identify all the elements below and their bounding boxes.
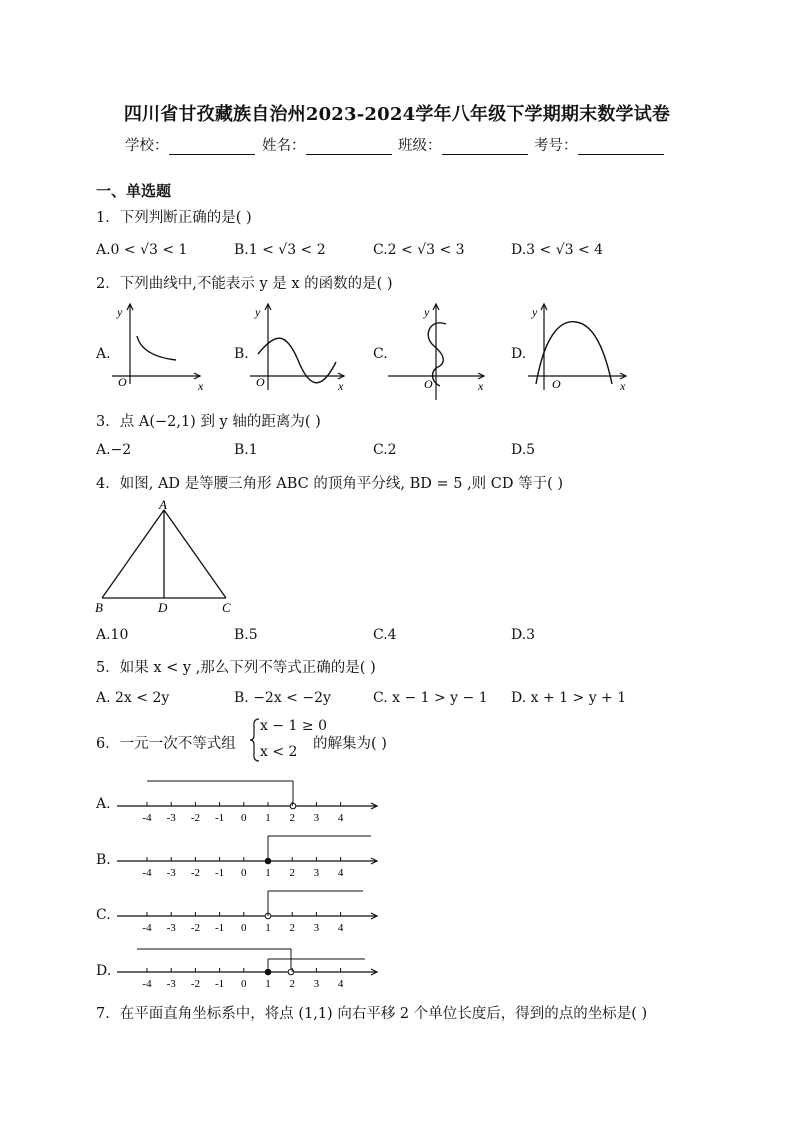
q2-graph-a [100, 298, 210, 398]
question-7 [96, 1002, 647, 1023]
axis-x-label: x [198, 379, 204, 393]
question-number: 4． [96, 476, 120, 492]
system-line-1: x − 1 ≥ 0 [260, 718, 327, 734]
axis-y-label: y [424, 305, 430, 319]
q6-option-c-label[interactable]: C. [96, 907, 111, 923]
q6-option-d-label[interactable]: D. [96, 963, 112, 979]
axis-x-label: x [338, 379, 344, 393]
q1-option-b[interactable]: B.1 < √3 < 2 [234, 242, 326, 258]
axis-x-label: x [620, 379, 626, 393]
q3-option-b[interactable]: B.1 [234, 442, 258, 458]
q1-option-a[interactable]: A.0 < √3 < 1 [96, 242, 188, 258]
question-1 [96, 206, 252, 227]
question-stem: 点 A(−2,1) 到 y 轴的距离为( ) [119, 414, 321, 430]
q6-number-line-d [115, 941, 385, 993]
tick-label: 3 [313, 978, 320, 990]
q2-option-b-label[interactable]: B. [234, 346, 249, 362]
tick-label: -3 [166, 867, 176, 879]
q4-option-d[interactable]: D.3 [511, 627, 536, 643]
tick-label: -4 [142, 978, 152, 990]
system-line-2: x < 2 [260, 744, 298, 760]
class-label: 班级： [398, 138, 442, 154]
q6-option-a-label[interactable]: A. [96, 796, 111, 812]
question-stem: 下列曲线中,不能表示 y 是 x 的函数的是( ) [119, 276, 393, 292]
question-2 [96, 272, 393, 293]
axis-y-label: y [255, 305, 261, 319]
q5-option-c[interactable]: C. x − 1 > y − 1 [373, 690, 488, 706]
question-number: 7． [96, 1006, 120, 1022]
name-field [262, 134, 392, 155]
axis-y-label: y [532, 305, 538, 319]
q2-graph-c [384, 298, 494, 404]
name-blank[interactable] [306, 140, 392, 155]
tick-label: 2 [289, 978, 295, 990]
tick-label: 2 [289, 812, 295, 824]
exam-number-label: 考号： [534, 138, 578, 154]
tick-label: -2 [190, 867, 200, 879]
class-field [398, 134, 528, 155]
question-3 [96, 410, 321, 431]
question-stem: 如果 x < y ,那么下列不等式正确的是( ) [119, 660, 376, 676]
school-label: 学校： [125, 138, 169, 154]
q3-option-d[interactable]: D.5 [511, 442, 536, 458]
origin-label: O [256, 375, 265, 389]
question-number: 3． [96, 414, 120, 430]
tick-label: 0 [241, 867, 247, 879]
q3-option-c[interactable]: C.2 [373, 442, 397, 458]
q2-option-a-label[interactable]: A. [96, 346, 111, 362]
name-label: 姓名： [262, 138, 306, 154]
q6-option-b-label[interactable]: B. [96, 852, 111, 868]
tick-label: 0 [241, 812, 247, 824]
question-stem: 如图, AD 是等腰三角形 ABC 的顶角平分线, BD = 5 ,则 CD 等于( ) [119, 476, 564, 492]
tick-label: 4 [337, 978, 344, 990]
question-5 [96, 656, 376, 677]
q4-option-c[interactable]: C.4 [373, 627, 397, 643]
tick-label: 1 [265, 978, 271, 990]
tick-label: 1 [265, 922, 271, 934]
exam-number-field [534, 134, 664, 155]
tick-label: 2 [289, 922, 295, 934]
axis-y-label: y [117, 305, 123, 319]
tick-label: 1 [265, 812, 271, 824]
exam-title: 四川省甘孜藏族自治州2023-2024学年八年级下学期期末数学试卷 [123, 104, 671, 125]
origin-label: O [552, 377, 561, 391]
question-4 [96, 472, 563, 493]
school-blank[interactable] [169, 140, 255, 155]
q2-graph-b [246, 298, 356, 398]
q2-option-d-label[interactable]: D. [511, 346, 527, 362]
question-stem: 在平面直角坐标系中，将点 (1,1) 向右平移 2 个单位长度后，得到的点的坐标是( ) [119, 1006, 648, 1022]
q6-number-line-b [115, 830, 385, 882]
vertex-a-label: A [159, 498, 167, 512]
q4-option-a[interactable]: A.10 [96, 627, 129, 643]
q4-triangle-figure [92, 498, 242, 616]
tick-label: -2 [190, 812, 200, 824]
q6-number-line-a [115, 775, 385, 827]
q1-option-c[interactable]: C.2 < √3 < 3 [373, 242, 465, 258]
tick-label: 3 [313, 867, 320, 879]
question-stem: 下列判断正确的是( ) [119, 210, 252, 226]
q6-number-line-c [115, 885, 385, 937]
tick-label: 0 [241, 922, 247, 934]
tick-label: -1 [215, 867, 225, 879]
class-blank[interactable] [442, 140, 528, 155]
tick-label: 1 [265, 867, 271, 879]
q2-graph-d [524, 298, 636, 398]
tick-label: -3 [166, 812, 176, 824]
tick-label: 3 [313, 812, 320, 824]
tick-label: -3 [166, 922, 176, 934]
tick-label: -4 [142, 867, 152, 879]
tick-label: -1 [215, 812, 225, 824]
vertex-b-label: B [95, 600, 103, 615]
tick-label: 4 [337, 922, 344, 934]
question-number: 1． [96, 210, 120, 226]
tick-label: 4 [337, 812, 344, 824]
tick-label: -1 [215, 978, 225, 990]
tick-label: -3 [166, 978, 176, 990]
origin-label: O [118, 375, 127, 389]
exam-number-blank[interactable] [578, 140, 664, 155]
tick-label: 3 [313, 922, 320, 934]
question-number: 5． [96, 660, 120, 676]
question-6 [96, 732, 236, 753]
q5-option-b[interactable]: B. −2x < −2y [234, 690, 331, 706]
school-field [125, 134, 255, 155]
q2-option-c-label[interactable]: C. [373, 346, 388, 362]
tick-label: 4 [337, 867, 344, 879]
tick-label: -2 [190, 922, 200, 934]
point-d-label: D [158, 600, 168, 615]
tick-label: -2 [190, 978, 200, 990]
vertex-c-label: C [222, 600, 231, 615]
q3-option-a[interactable]: A.−2 [96, 442, 132, 458]
q1-option-d[interactable]: D.3 < √3 < 4 [511, 242, 604, 258]
section-title: 一、单选题 [96, 182, 172, 200]
question-stem-pre: 一元一次不等式组 [119, 736, 236, 752]
tick-label: -4 [142, 922, 152, 934]
question-number: 2． [96, 276, 120, 292]
axis-x-label: x [478, 379, 484, 393]
question-stem-post: 的解集为( ) [313, 736, 387, 752]
tick-label: 2 [289, 867, 295, 879]
tick-label: -4 [142, 812, 152, 824]
q4-option-b[interactable]: B.5 [234, 627, 258, 643]
origin-label: O [424, 377, 433, 391]
tick-label: 0 [241, 978, 247, 990]
tick-label: -1 [215, 922, 225, 934]
q5-option-d[interactable]: D. x + 1 > y + 1 [511, 690, 627, 706]
q5-option-a[interactable]: A. 2x < 2y [96, 690, 170, 706]
question-number: 6． [96, 736, 120, 752]
